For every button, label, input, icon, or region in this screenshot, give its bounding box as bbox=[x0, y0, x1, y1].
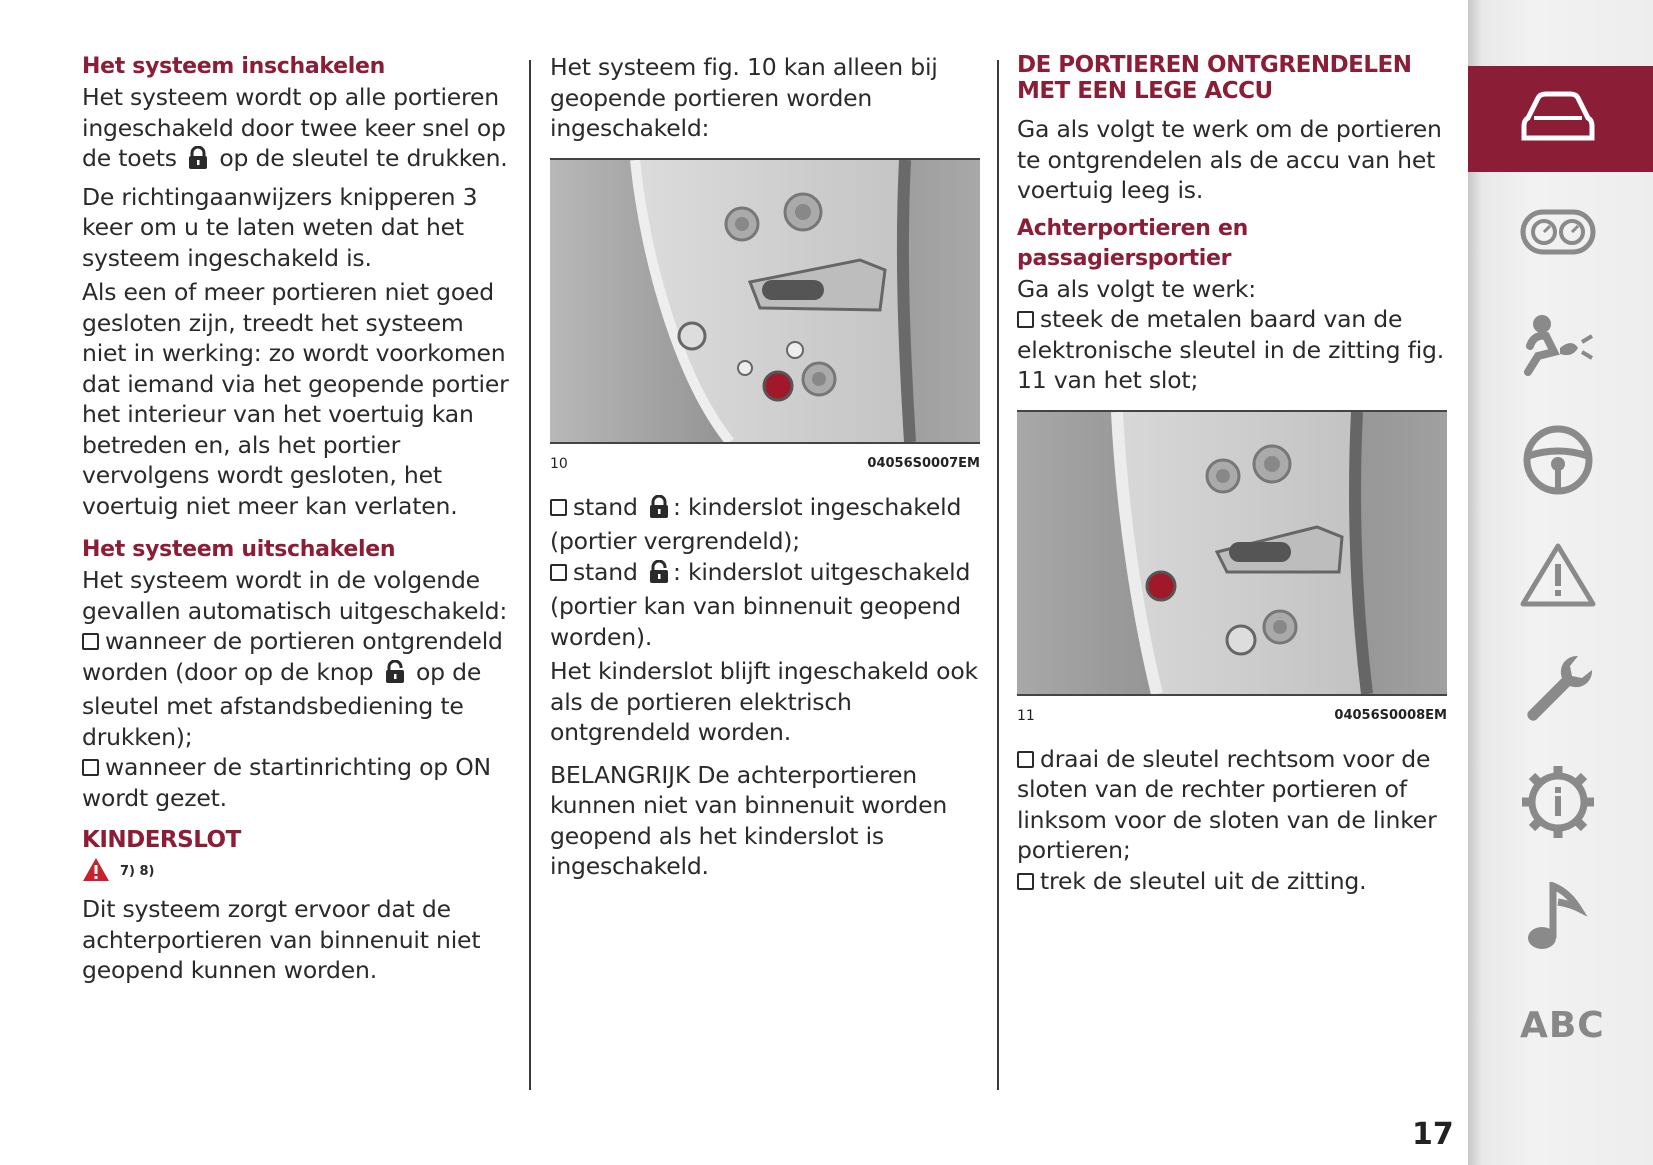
steering-wheel-icon[interactable] bbox=[1520, 424, 1596, 500]
list-item: wanneer de portieren ontgrendeld worden (door op de knop op de sleutel met afstandsbediening te drukken); bbox=[82, 627, 503, 751]
wrench-icon[interactable] bbox=[1520, 650, 1596, 730]
heading-enable: Het systeem inschakelen bbox=[82, 54, 386, 79]
figure-number: 11 bbox=[1017, 707, 1035, 724]
figure-code: 04056S0007EM bbox=[867, 455, 980, 471]
paragraph-important: BELANGRIJK De achterportieren kunnen niet van binnenuit worden geopend als het kinderslot is ingeschakeld. bbox=[550, 760, 948, 880]
paragraph-disable: Het systeem wordt in de volgende gevallen automatisch uitgeschakeld: bbox=[82, 566, 508, 625]
paragraph-intro: Het systeem fig. 10 kan alleen bij geopende portieren worden ingeschakeld: bbox=[550, 53, 938, 142]
page-number: 17 bbox=[1412, 1117, 1454, 1152]
column-2 bbox=[550, 52, 980, 882]
heading-childlock: KINDERSLOT bbox=[82, 827, 241, 853]
list-item: stand : kinderslot ingeschakeld (portier vergrendeld); bbox=[550, 492, 962, 555]
figure-code: 04056S0008EM bbox=[1334, 707, 1447, 723]
figure-10-image bbox=[550, 158, 980, 444]
dashboard-icon[interactable] bbox=[1520, 208, 1596, 260]
bullet-box bbox=[550, 564, 567, 581]
bullet-box bbox=[1017, 873, 1034, 890]
column-divider bbox=[529, 60, 531, 1090]
airbag-icon[interactable] bbox=[1520, 312, 1596, 382]
bullet-box bbox=[1017, 311, 1034, 328]
list-item: steek de metalen baard van de elektronische sleutel in de zitting fig. 11 van het slot; bbox=[1017, 305, 1445, 394]
paragraph-childlock: Dit systeem zorgt ervoor dat de achterportieren van binnenuit niet geopend kunnen worden. bbox=[82, 895, 481, 984]
music-note-icon[interactable] bbox=[1520, 882, 1596, 956]
lock-open-icon bbox=[649, 560, 669, 592]
list-item: stand : kinderslot uitgeschakeld (portier kan van binnenuit geopend worden). bbox=[550, 557, 971, 651]
bullet-box bbox=[82, 633, 99, 650]
column-3 bbox=[1017, 52, 1447, 896]
heading-disable: Het systeem uitschakelen bbox=[82, 537, 396, 562]
bullet-box bbox=[550, 499, 567, 516]
lock-closed-icon bbox=[188, 146, 208, 178]
lock-open-icon bbox=[385, 660, 405, 692]
warning-triangle-icon[interactable] bbox=[1520, 542, 1596, 612]
bullet-box bbox=[82, 759, 99, 776]
bullet-box bbox=[1017, 751, 1034, 768]
warning-reference bbox=[82, 857, 512, 886]
gear-info-icon[interactable] bbox=[1520, 764, 1596, 844]
warning-triangle-icon bbox=[82, 857, 110, 886]
lock-closed-icon bbox=[649, 495, 669, 527]
paragraph-enable: Het systeem wordt op alle portieren ingeschakeld door twee keer snel op de toets op de sleutel te drukken. bbox=[82, 82, 512, 178]
figure-caption bbox=[1017, 708, 1447, 724]
paragraph-stays: Het kinderslot blijft ingeschakeld ook als de portieren elektrisch ontgrendeld worden. bbox=[550, 657, 978, 746]
list-item: draai de sleutel rechtsom voor de sloten van de rechter portieren of linksom voor de sloten van de linker portieren; bbox=[1017, 744, 1437, 864]
sidebar-abc-index[interactable]: ABC bbox=[1520, 1005, 1605, 1046]
car-icon[interactable] bbox=[1520, 88, 1596, 150]
list-item: wanneer de startinrichting op ON wordt gezet. bbox=[82, 753, 491, 812]
paragraph-unlock: Ga als volgt te werk om de portieren te ontgrendelen als de accu van het voertuig leeg is. bbox=[1017, 115, 1442, 204]
figure-caption bbox=[550, 456, 980, 472]
column-1 bbox=[82, 52, 512, 986]
figure-number: 10 bbox=[550, 455, 568, 472]
paragraph-steps: Ga als volgt te werk: bbox=[1017, 274, 1256, 303]
heading-unlock-empty-battery: DE PORTIEREN ONTGRENDELEN MET EEN LEGE ACCU bbox=[1017, 52, 1412, 104]
paragraph-indicators: De richtingaanwijzers knipperen 3 keer om u te laten weten dat het systeem ingeschakeld is. bbox=[82, 182, 478, 272]
figure-11-image bbox=[1017, 410, 1447, 696]
column-divider bbox=[997, 60, 999, 1090]
warning-refs: 7) 8) bbox=[120, 864, 155, 879]
paragraph-not-closed: Als een of meer portieren niet goed gesloten zijn, treedt het systeem niet in werking: zo wordt voorkomen dat iemand via het geopende portier het interieur van het voertuig kan betreden en, als het portier vervolgens wordt gesloten, het voertuig niet meer kan verlaten. bbox=[82, 278, 509, 520]
heading-rear-doors: Achterportieren en passagiersportier bbox=[1017, 215, 1248, 271]
list-item: trek de sleutel uit de zitting. bbox=[1017, 866, 1447, 897]
